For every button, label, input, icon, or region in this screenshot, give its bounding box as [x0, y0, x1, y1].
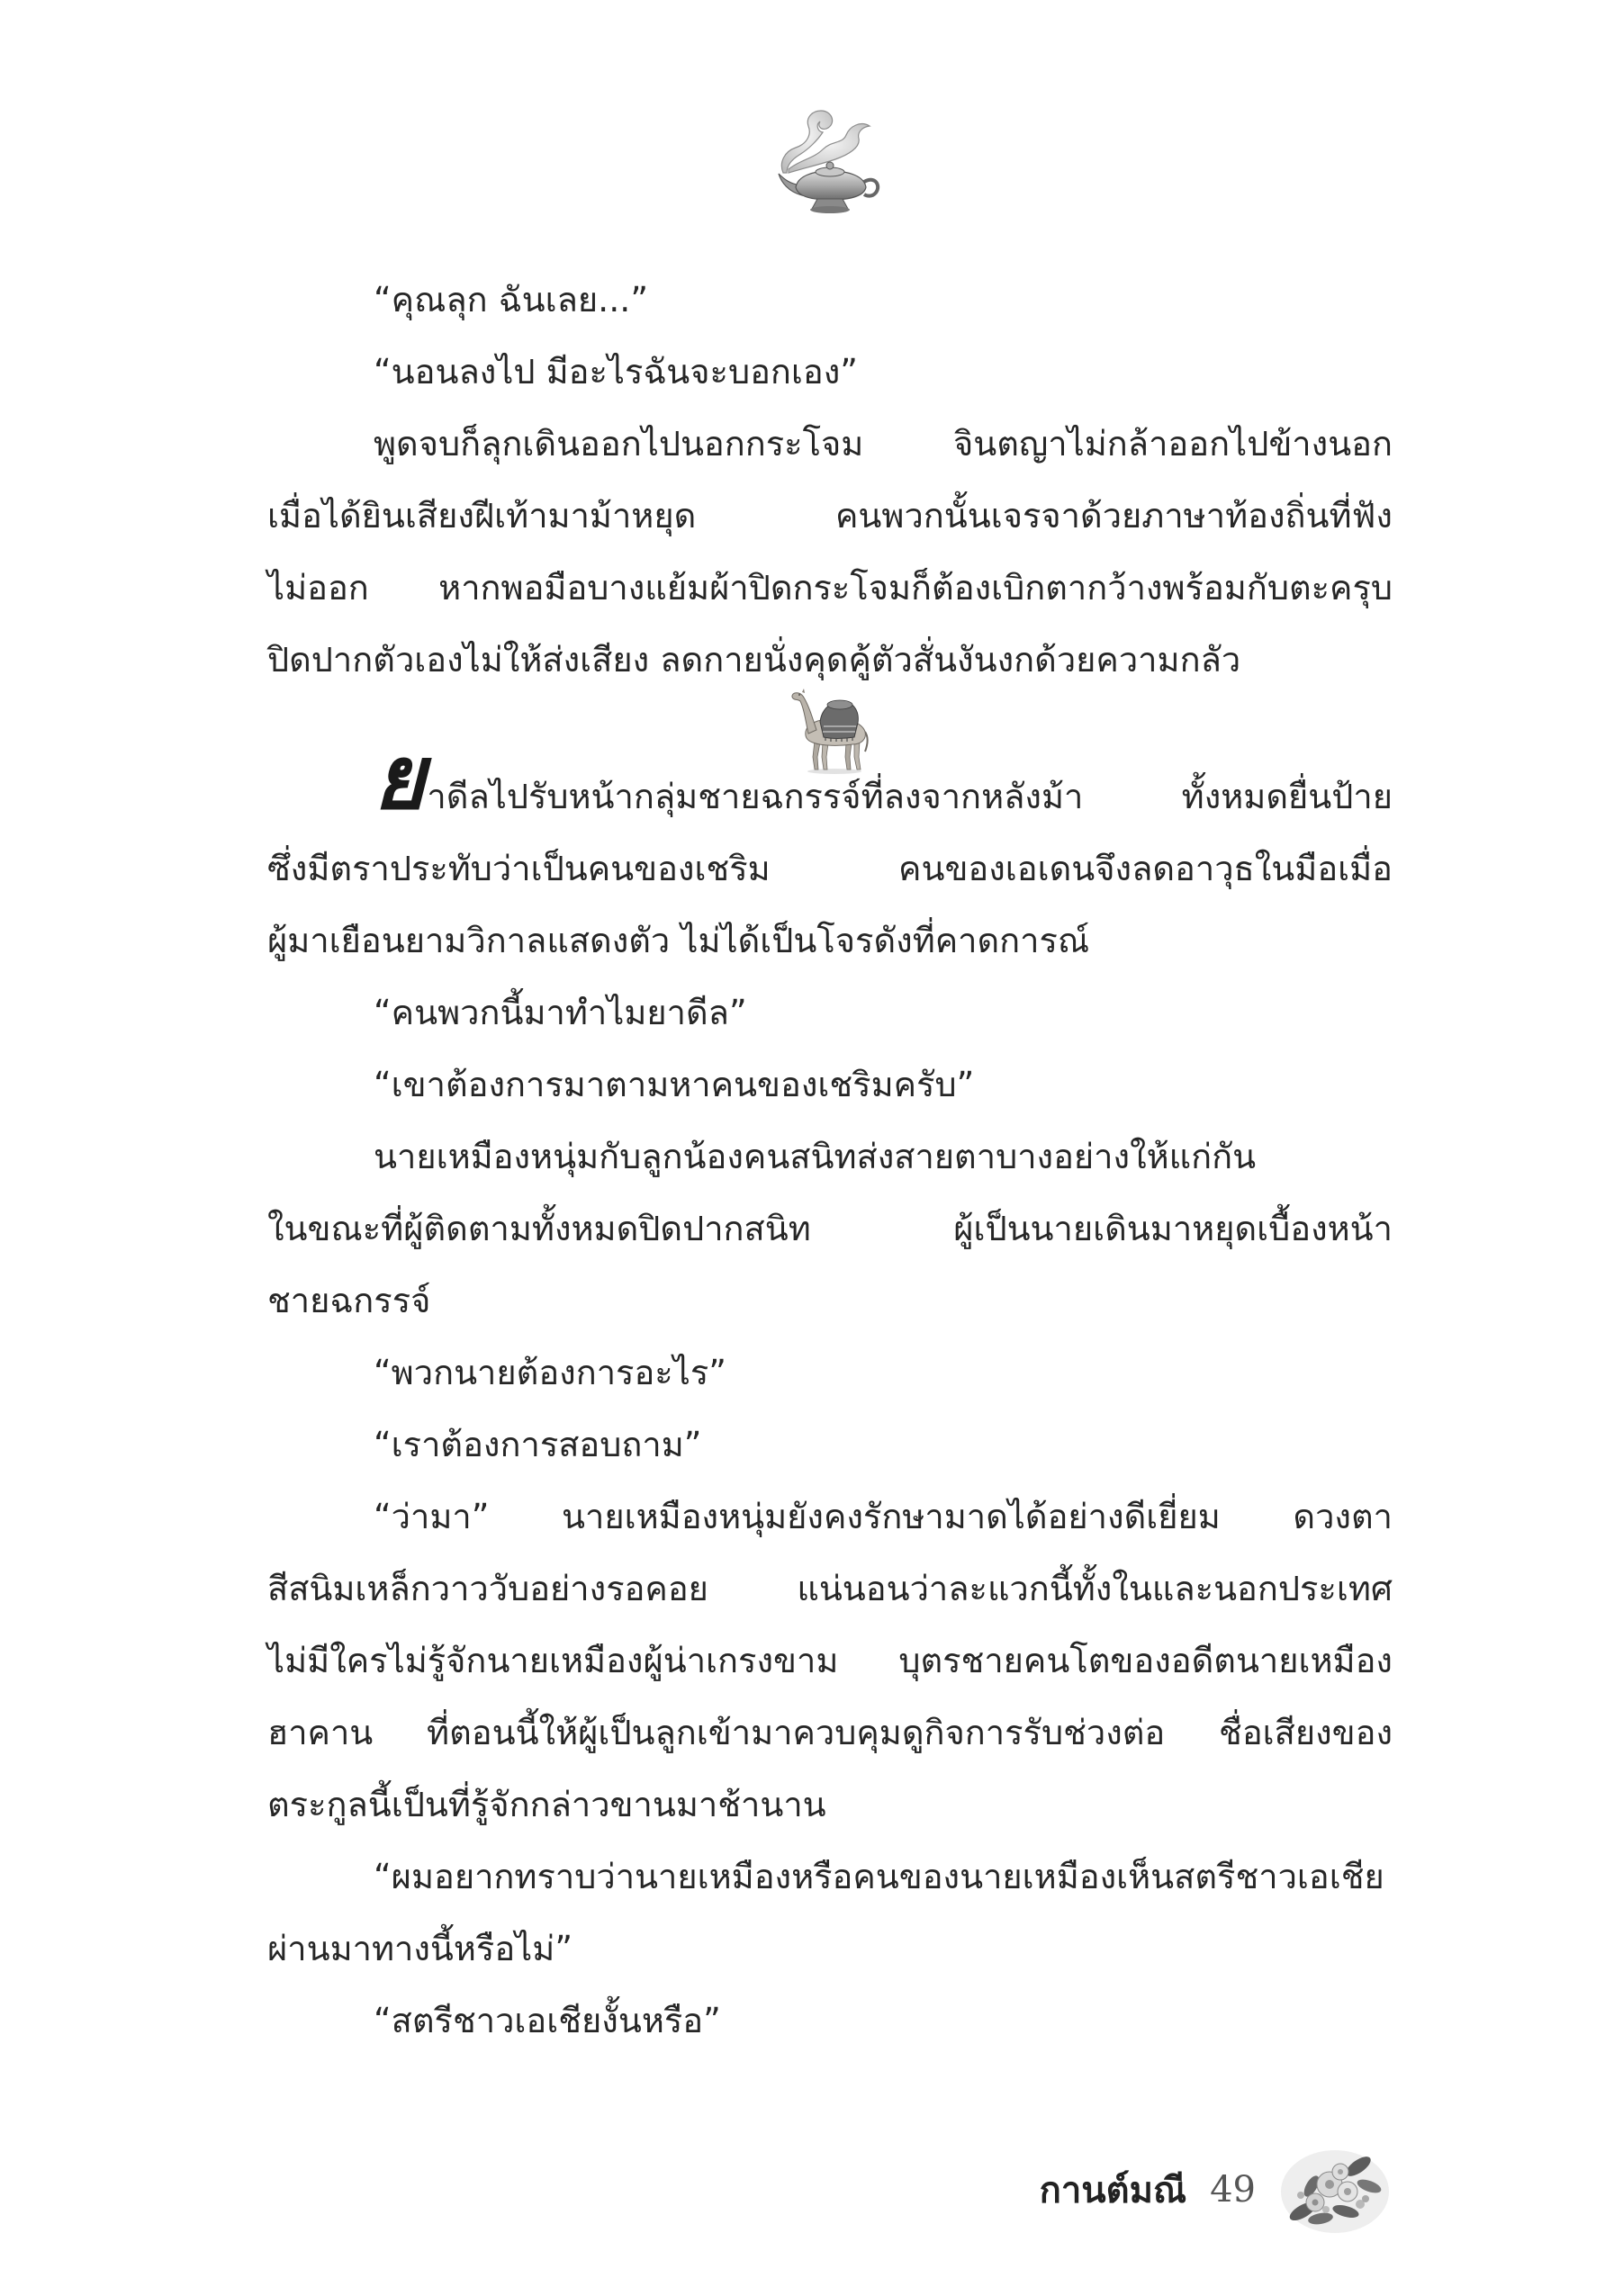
- paragraph: [267, 1985, 1393, 2057]
- text-line: ในขณะที่ผู้ติดตามทั้งหมดปิดปากสนิท ผู้เป็นนายเดินมาหยุดเบื้องหน้า: [267, 1209, 1393, 1248]
- flower-bouquet-icon: [1276, 2139, 1393, 2240]
- paragraph: [267, 336, 1393, 408]
- text-line: ซึ่งมีตราประทับว่าเป็นคนของเชริม คนของเอเดนจึงลดอาวุธในมือเมื่อ: [267, 849, 1393, 888]
- text-line: สีสนิมเหล็กวาววับอย่างรอคอย แน่นอนว่าละแวกนี้ทั้งในและนอกประเทศ: [267, 1569, 1393, 1608]
- text-line-content: าดีลไปรับหน้ากลุ่มชายฉกรรจ์ที่ลงจากหลังม้า ทั้งหมดยื่นป้าย: [427, 777, 1393, 816]
- paragraph: [267, 1049, 1393, 1121]
- text-line: นายเหมืองหนุ่มกับลูกน้องคนสนิทส่งสายตาบางอย่างให้แก่กัน: [374, 1137, 1257, 1176]
- text-line: พูดจบก็ลุกเดินออกไปนอกกระโจม จินตญาไม่กล้าออกไปข้างนอก: [374, 424, 1393, 464]
- paragraph: [267, 408, 1393, 696]
- paragraph: [267, 977, 1393, 1049]
- camel-leg: [813, 741, 820, 770]
- section-2: [267, 727, 1393, 2057]
- text-line: ชายฉกรรจ์: [267, 1281, 431, 1320]
- drop-cap: ย: [374, 727, 426, 830]
- camel-icon: [789, 680, 870, 775]
- lamp-knob: [826, 162, 834, 169]
- paragraph: [267, 1337, 1393, 1409]
- camel-saddle-cushion: [827, 700, 852, 709]
- paragraph: [267, 1409, 1393, 1481]
- flower: [1332, 2164, 1348, 2180]
- page-footer: [1040, 2139, 1393, 2240]
- paragraph: [267, 1121, 1393, 1337]
- text-line: “เราต้องการสอบถาม”: [374, 1425, 702, 1464]
- camel-neck: [792, 693, 816, 734]
- camel-leg: [845, 743, 852, 770]
- page-number: 49: [1210, 2169, 1256, 2210]
- book-title: กานต์มณี: [1039, 2170, 1187, 2211]
- text-line: ปิดปากตัวเองไม่ให้ส่งเสียง ลดกายนั่งคุดคู้ตัวสั่นงันงกด้วยความกลัว: [267, 640, 1241, 680]
- paragraph: [267, 264, 1393, 336]
- text-line: “ว่ามา” นายเหมืองหนุ่มยังคงรักษามาดได้อย่างดีเยี่ยม ดวงตา: [374, 1497, 1393, 1536]
- lamp-foot: [810, 206, 850, 213]
- camel-leg: [822, 743, 828, 770]
- paragraph: [267, 1841, 1393, 1985]
- text-line: “เขาต้องการมาตามหาคนของเชริมครับ”: [374, 1065, 975, 1104]
- text-line: ผ่านมาทางนี้หรือไม่”: [267, 1929, 573, 1968]
- flower: [1306, 2193, 1324, 2211]
- genie-lamp-icon: [776, 104, 884, 217]
- flower: [1338, 2182, 1357, 2201]
- paragraph: [267, 1481, 1393, 1841]
- text-line: ไม่ออก หากพอมือบางแย้มผ้าปิดกระโจมก็ต้องเบิกตากว้างพร้อมกับตะครุบ: [267, 568, 1393, 608]
- text-line: ตระกูลนี้เป็นที่รู้จักกล่าวขานมาช้านาน: [267, 1785, 826, 1824]
- text-line: เมื่อได้ยินเสียงฝีเท้ามาม้าหยุด คนพวกนั้นเจรจาด้วยภาษาท้องถิ่นที่ฟัง: [267, 496, 1393, 536]
- section-1: [267, 264, 1393, 696]
- text-line: ฮาคาน ที่ตอนนี้ให้ผู้เป็นลูกเข้ามาควบคุมดูกิจการรับช่วงต่อ ชื่อเสียงของ: [267, 1713, 1393, 1752]
- paragraph: [267, 727, 1393, 977]
- camel-leg: [854, 741, 861, 770]
- text-line: ผู้มาเยือนยามวิกาลแสดงตัว ไม่ได้เป็นโจรดังที่คาดการณ์: [267, 921, 1090, 960]
- text-line: “คุณลุก ฉันเลย...”: [374, 280, 649, 320]
- text-line: “คนพวกนี้มาทำไมยาดีล”: [374, 993, 747, 1032]
- text-line: “ผมอยากทราบว่านายเหมืองหรือคนของนายเหมืองเห็นสตรีชาวเอเชีย: [374, 1857, 1384, 1896]
- text-column: [267, 264, 1393, 2057]
- text-line: ไม่มีใครไม่รู้จักนายเหมืองผู้น่าเกรงขาม บุตรชายคนโตของอดีตนายเหมือง: [267, 1641, 1393, 1680]
- text-line: “พวกนายต้องการอะไร”: [374, 1353, 726, 1392]
- section-break: [267, 696, 1393, 761]
- text-line: “สตรีชาวเอเชียงั้นหรือ”: [374, 2001, 721, 2040]
- text-line: “นอนลงไป มีอะไรฉันจะบอกเอง”: [374, 352, 858, 392]
